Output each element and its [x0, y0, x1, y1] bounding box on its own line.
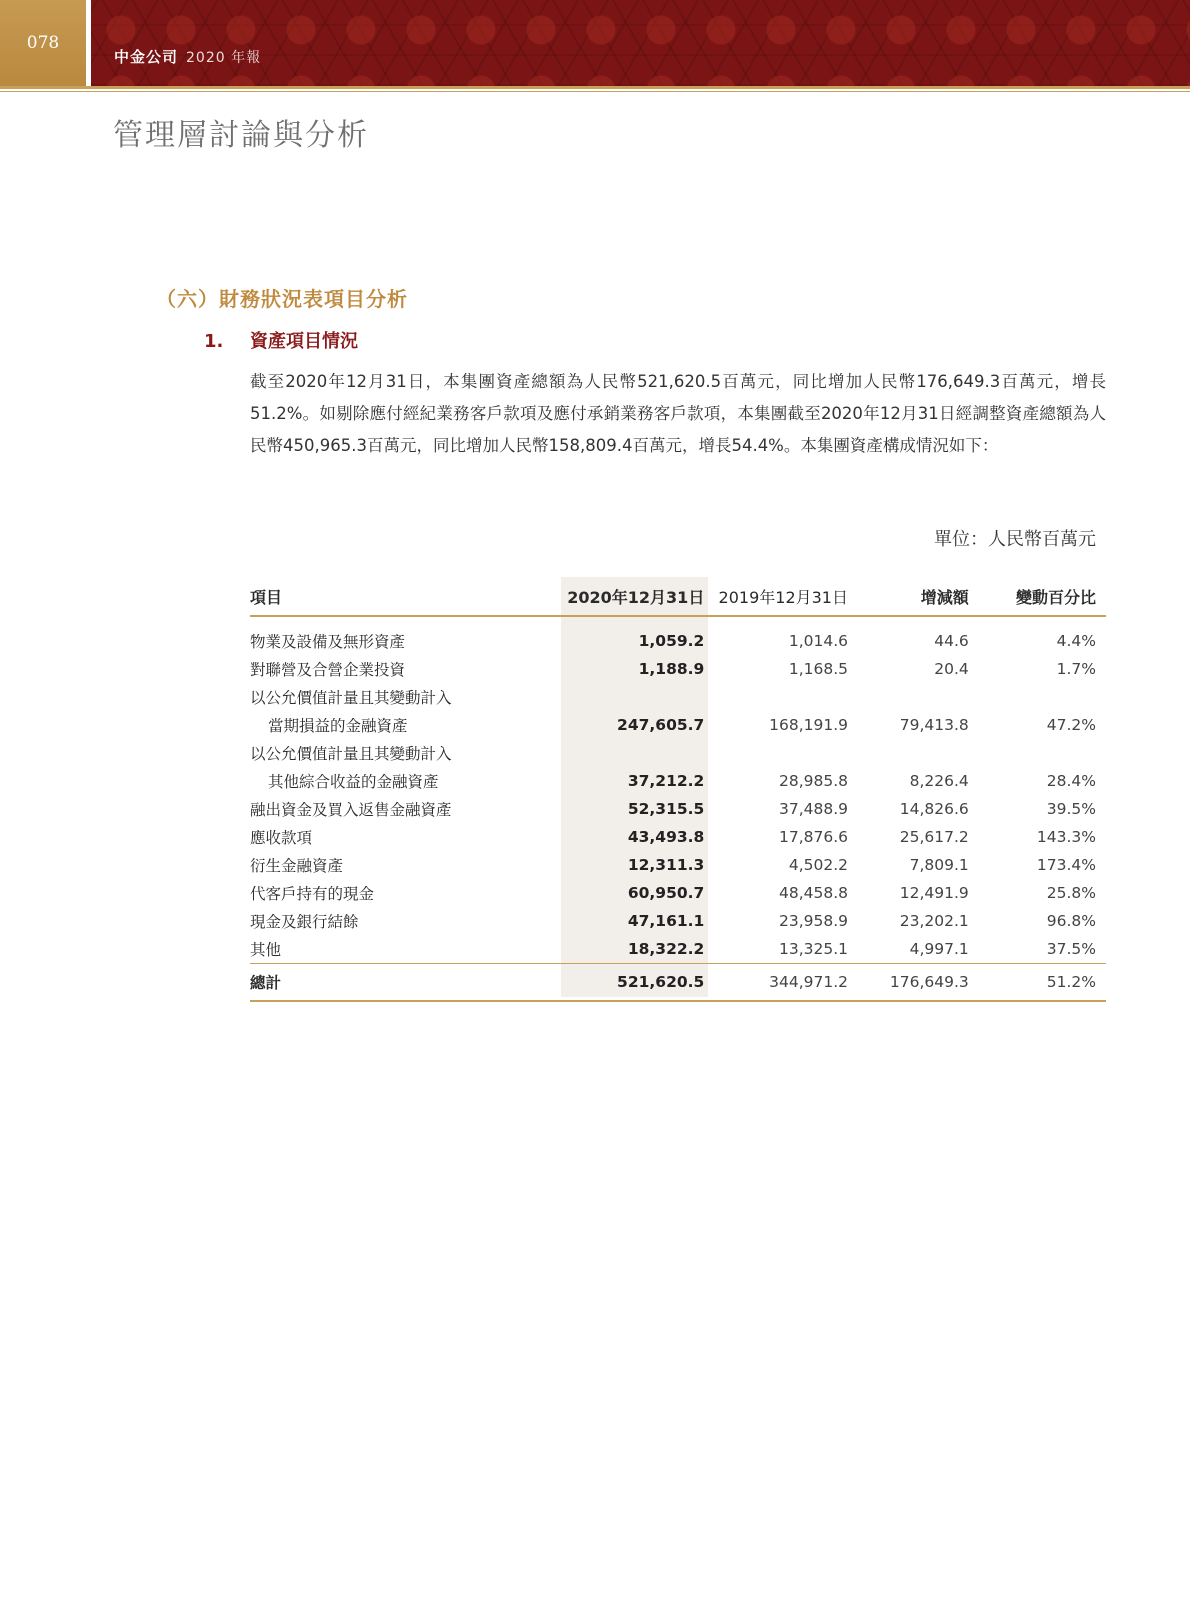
- row-label: 衍生金融資產: [250, 857, 344, 875]
- table-row: [250, 655, 1106, 683]
- total-2019: 344,971.2: [769, 973, 848, 991]
- cell-pct: 28.4%: [1046, 772, 1096, 790]
- cell-2020: 52,315.5: [627, 800, 705, 818]
- header-2019: 2019年12月31日: [718, 587, 848, 607]
- cell-2020: 12,311.3: [627, 856, 705, 874]
- row-label: 以公允價值計量且其變動計入: [250, 745, 452, 763]
- report-title: 2020 年報: [186, 50, 262, 66]
- cell-2019: 48,458.8: [778, 884, 848, 902]
- cell-pct: 1.7%: [1056, 660, 1096, 678]
- table-row: [250, 935, 1106, 964]
- cell-2020: 247,605.7: [617, 716, 705, 734]
- cell-2020: 60,950.7: [627, 884, 705, 902]
- section-title: 管理層討論與分析: [113, 118, 369, 153]
- table-row: [250, 907, 1106, 935]
- item-number: 1.: [204, 331, 224, 352]
- cell-2019: 168,191.9: [769, 716, 848, 734]
- row-label: 物業及設備及無形資產: [250, 633, 406, 651]
- cell-2020: 18,322.2: [627, 940, 705, 958]
- header-pct: 變動百分比: [1015, 587, 1096, 607]
- table-row: [250, 711, 1106, 739]
- cell-change: 8,226.4: [909, 772, 969, 790]
- row-label-continued: 其他綜合收益的金融資產: [268, 773, 439, 791]
- cell-2020: 37,212.2: [627, 772, 705, 790]
- page-number: 078: [0, 0, 86, 86]
- table-row: [250, 851, 1106, 879]
- header-change: 增減額: [920, 587, 969, 607]
- company-name: 中金公司: [114, 48, 179, 66]
- item-title: 資產項目情況: [250, 331, 358, 352]
- table-total-row: [250, 964, 1106, 1002]
- row-label-continued: 當期損益的金融資產: [268, 717, 408, 735]
- cell-2019: 37,488.9: [778, 800, 848, 818]
- total-change: 176,649.3: [889, 973, 969, 991]
- cell-2020: 1,059.2: [638, 632, 705, 650]
- cell-pct: 173.4%: [1036, 856, 1096, 874]
- cell-2020: 1,188.9: [638, 660, 705, 678]
- cell-2019: 4,502.2: [788, 856, 848, 874]
- body-paragraph: 截至2020年12月31日，本集團資產總額為人民幣521,620.5百萬元，同比增加人民幣176,649.3百萬元，增長51.2%。如剔除應付經紀業務客戶款項及應付承銷業務客戶款項，本集團截至2020年12月31日經調整資產總額為人民幣450,965.3百萬元，同比增加人民幣158,809.4百萬元，增長54.4%。本集團資產構成情況如下：: [250, 372, 1106, 455]
- cell-pct: 25.8%: [1046, 884, 1096, 902]
- cell-change: 44.6: [934, 632, 969, 650]
- cell-change: 7,809.1: [909, 856, 969, 874]
- sub-heading: （六）財務狀況表項目分析: [156, 287, 408, 311]
- total-pct: 51.2%: [1046, 973, 1096, 991]
- table-row: [250, 767, 1106, 795]
- cell-2019: 13,325.1: [778, 940, 848, 958]
- total-label: 總計: [250, 974, 282, 992]
- report-header: [114, 46, 261, 67]
- cell-change: 4,997.1: [909, 940, 969, 958]
- cell-pct: 4.4%: [1056, 632, 1096, 650]
- cell-pct: 96.8%: [1046, 912, 1096, 930]
- cell-change: 12,491.9: [899, 884, 969, 902]
- cell-pct: 39.5%: [1046, 800, 1096, 818]
- header-divider-thin: [0, 91, 1190, 92]
- cell-2019: 1,014.6: [788, 632, 848, 650]
- row-label: 代客戶持有的現金: [250, 885, 375, 903]
- row-label: 以公允價值計量且其變動計入: [250, 689, 452, 707]
- cell-change: 20.4: [934, 660, 969, 678]
- table-row: [250, 823, 1106, 851]
- cell-change: 23,202.1: [899, 912, 969, 930]
- unit-label: 單位：人民幣百萬元: [934, 529, 1096, 550]
- table-header-row: [250, 577, 1106, 616]
- cell-pct: 143.3%: [1036, 828, 1096, 846]
- total-2020: 521,620.5: [617, 973, 705, 991]
- header-item: 項目: [250, 587, 283, 607]
- header-2020: 2020年12月31日: [567, 587, 705, 607]
- row-label: 其他: [250, 941, 282, 959]
- cell-2020: 43,493.8: [627, 828, 705, 846]
- asset-table-grid: [250, 577, 1106, 1002]
- cell-change: 79,413.8: [899, 716, 969, 734]
- table-row: [250, 616, 1106, 655]
- cell-pct: 37.5%: [1046, 940, 1096, 958]
- asset-table: [250, 577, 1106, 1002]
- cell-2019: 23,958.9: [778, 912, 848, 930]
- cell-2020: 47,161.1: [627, 912, 705, 930]
- row-label: 現金及銀行結餘: [250, 913, 359, 931]
- cell-2019: 1,168.5: [788, 660, 848, 678]
- header-divider: [0, 86, 1190, 89]
- cell-2019: 17,876.6: [778, 828, 848, 846]
- row-label: 對聯營及合營企業投資: [250, 661, 406, 679]
- cell-change: 25,617.2: [899, 828, 969, 846]
- cell-2019: 28,985.8: [778, 772, 848, 790]
- table-row: [250, 683, 1106, 711]
- item-heading: [204, 327, 358, 353]
- table-row: [250, 739, 1106, 767]
- row-label: 應收款項: [250, 829, 313, 847]
- table-row: [250, 879, 1106, 907]
- cell-pct: 47.2%: [1046, 716, 1096, 734]
- row-label: 融出資金及買入返售金融資產: [250, 801, 452, 819]
- cell-change: 14,826.6: [899, 800, 969, 818]
- table-row: [250, 795, 1106, 823]
- header-pattern-band: [91, 0, 1190, 86]
